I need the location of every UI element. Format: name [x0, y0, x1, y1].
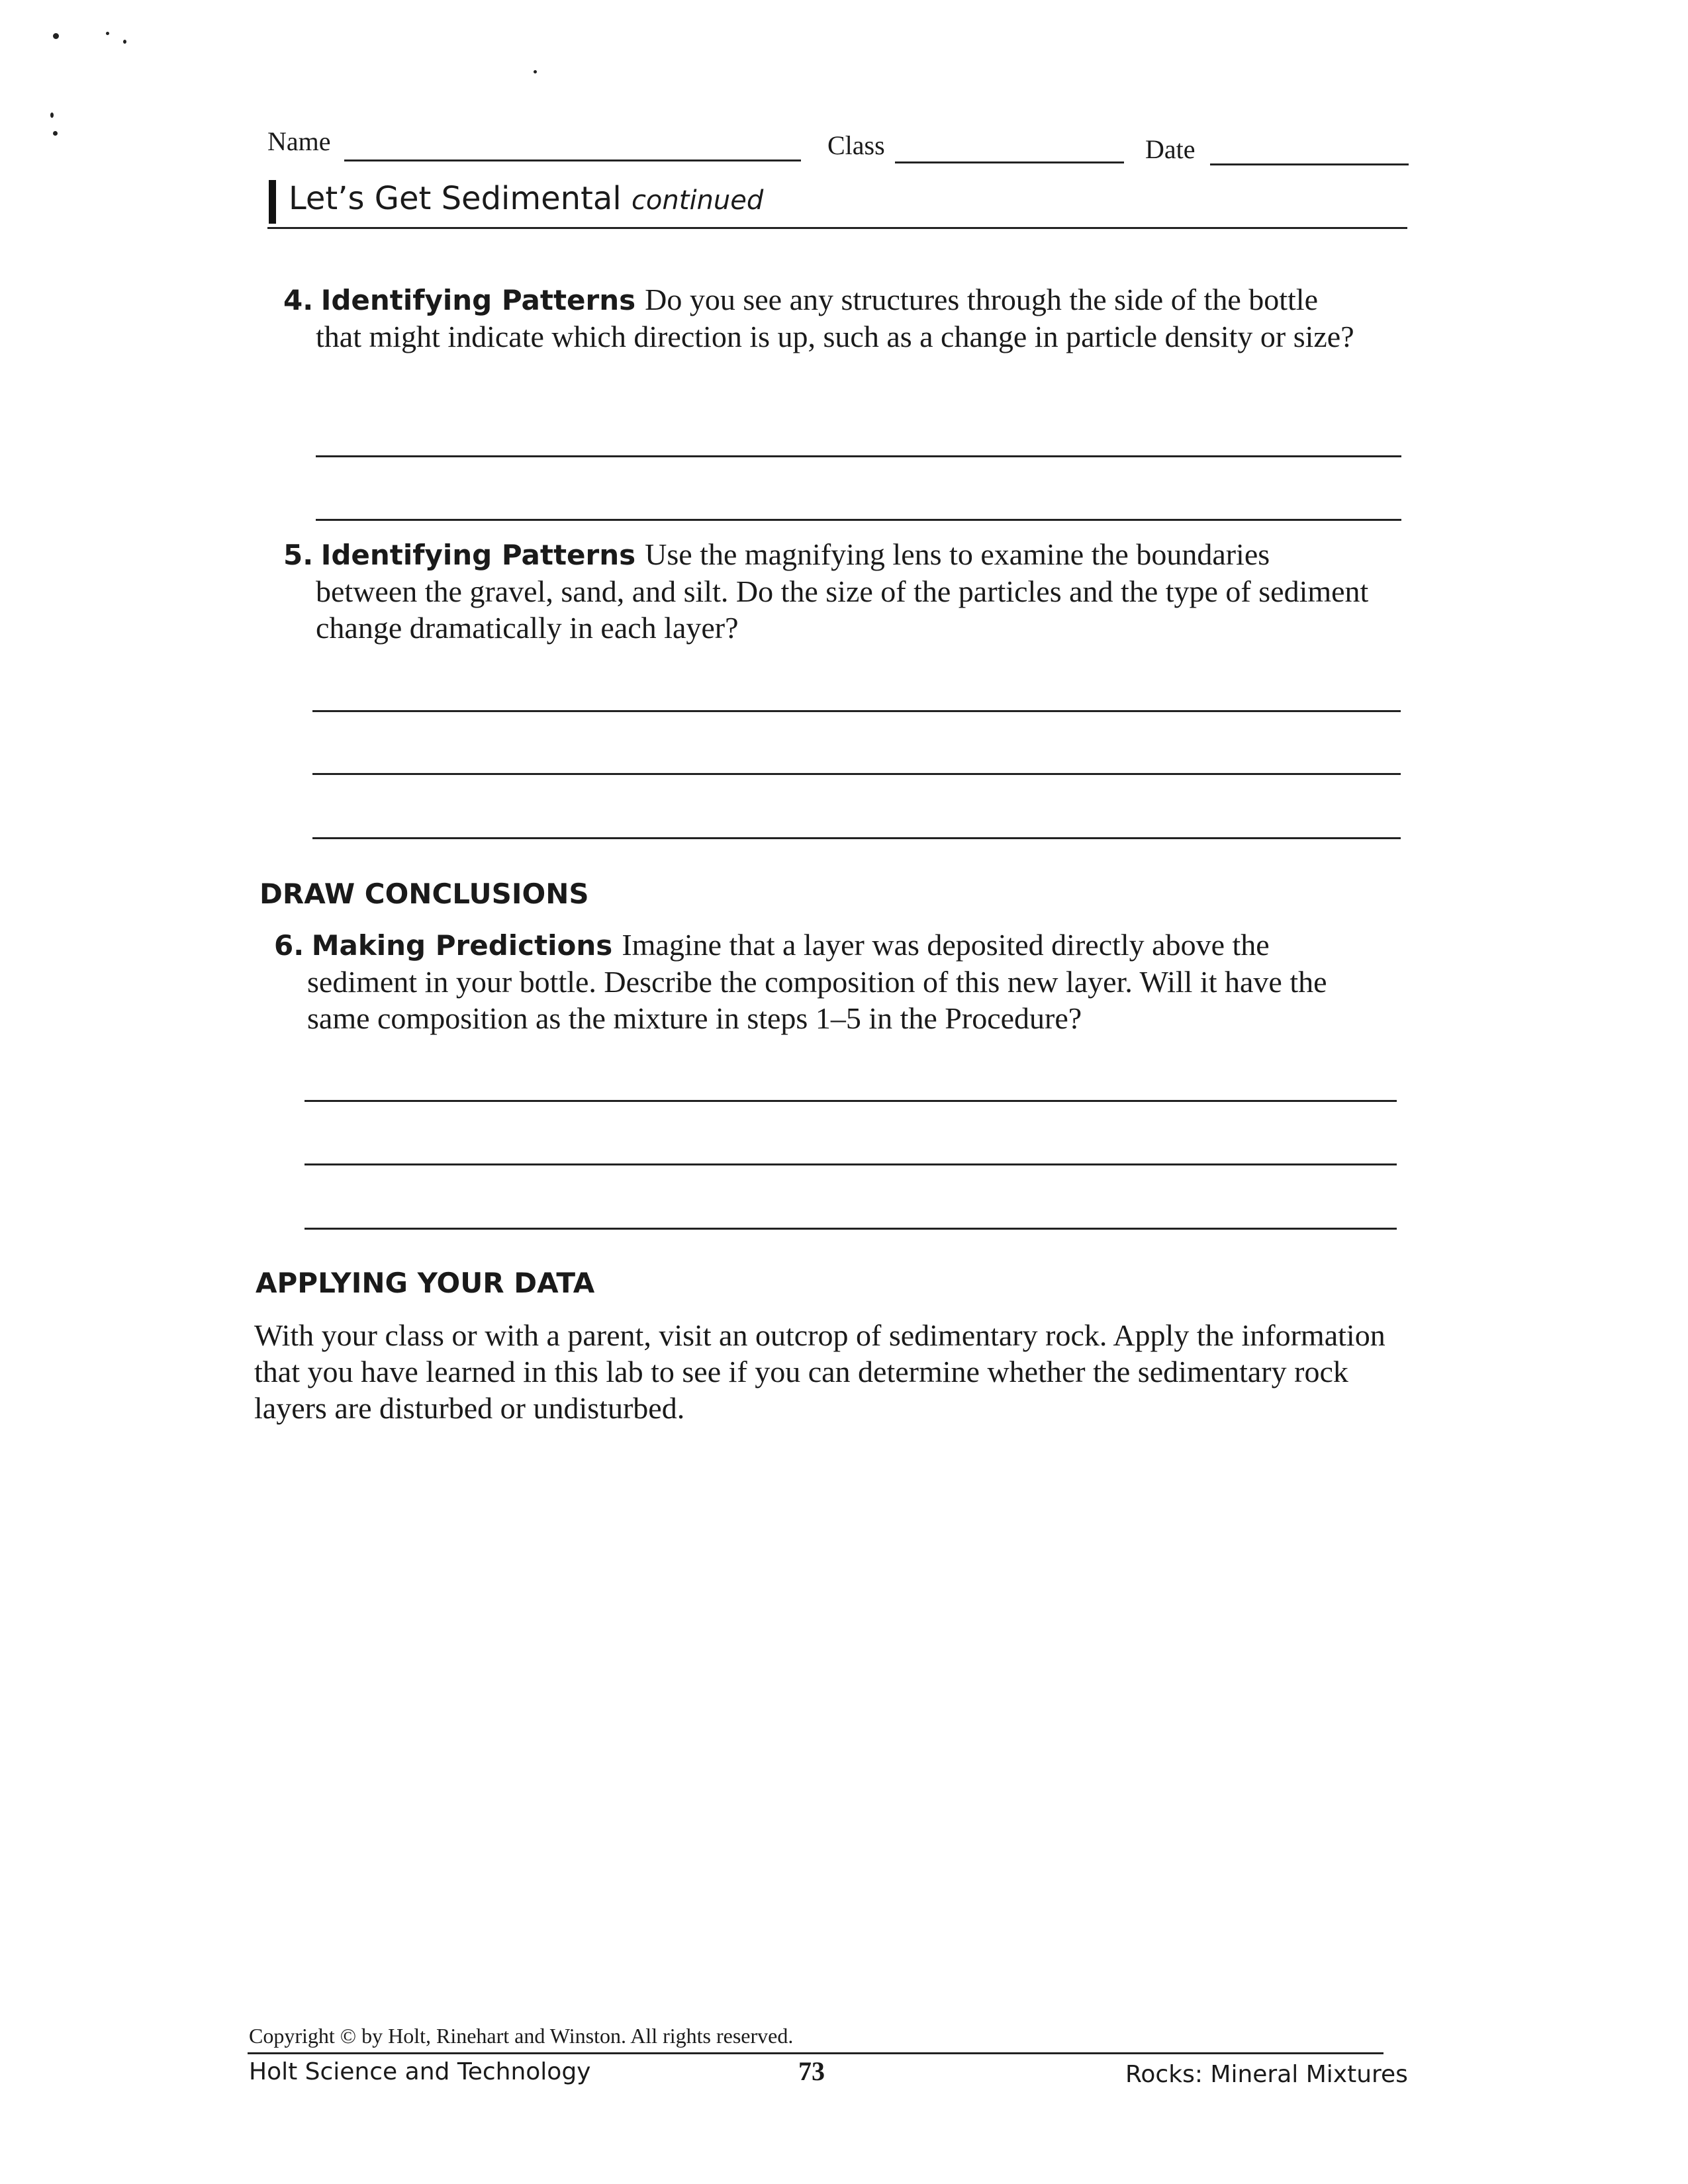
scan-speck [50, 113, 54, 118]
answer-line[interactable] [312, 837, 1401, 839]
section-heading-draw-conclusions: DRAW CONCLUSIONS [259, 878, 589, 910]
date-field-line[interactable] [1210, 163, 1409, 165]
scan-speck [53, 33, 59, 39]
question-6 [274, 927, 1393, 1036]
page-title-suffix: continued [631, 185, 764, 216]
answer-line[interactable] [316, 455, 1401, 457]
answer-line[interactable] [305, 1100, 1397, 1102]
section-heading-applying-data: APPLYING YOUR DATA [256, 1267, 595, 1299]
question-number: 5. [283, 539, 314, 571]
question-skill: Identifying Patterns [320, 539, 636, 571]
question-skill: Making Predictions [311, 929, 613, 962]
name-field-line[interactable] [344, 159, 801, 161]
footer-rule [248, 2052, 1383, 2054]
question-text: that might indicate which direction is up, such as a change in particle density or size? [316, 320, 1354, 353]
scan-speck [123, 40, 126, 44]
name-label: Name [267, 126, 331, 156]
publisher-label: Holt Science and Technology [249, 2058, 591, 2085]
copyright-notice: Copyright © by Holt, Rinehart and Winston. All rights reserved. [249, 2024, 794, 2048]
answer-line[interactable] [316, 519, 1401, 521]
answer-line[interactable] [312, 773, 1401, 775]
title-rule [267, 227, 1407, 229]
applying-data-paragraph: With your class or with a parent, visit an outcrop of sedimentary rock. Apply the information that you have learned in this lab to see if you can determine whether the sedimentary rock layers are disturbed or undisturbed. [254, 1318, 1385, 1425]
answer-line[interactable] [305, 1228, 1397, 1230]
question-lead: Use the magnifying lens to examine the boundaries [645, 537, 1270, 571]
scan-speck [534, 70, 537, 73]
chapter-label: Rocks: Mineral Mixtures [1125, 2061, 1408, 2088]
answer-line[interactable] [312, 710, 1401, 712]
title-bar-marker [269, 180, 276, 224]
scan-speck [53, 131, 58, 136]
page-title [289, 180, 763, 217]
question-4 [283, 281, 1395, 355]
question-5 [283, 536, 1395, 646]
date-label: Date [1145, 134, 1196, 164]
question-text: sediment in your bottle. Describe the composition of this new layer. Will it have the same composition as the mixture in steps 1–5 in the Procedure? [307, 965, 1327, 1035]
question-number: 4. [283, 284, 314, 316]
question-text: between the gravel, sand, and silt. Do the size of the particles and the type of sediment change dramatically in each layer? [316, 574, 1369, 645]
question-lead: Do you see any structures through the side of the bottle [645, 283, 1318, 316]
page-number: 73 [798, 2056, 825, 2086]
class-field-line[interactable] [895, 161, 1124, 163]
question-number: 6. [274, 929, 305, 962]
question-skill: Identifying Patterns [320, 284, 636, 316]
page-title-text: Let’s Get Sedimental [289, 180, 622, 217]
question-lead: Imagine that a layer was deposited directly above the [622, 928, 1270, 962]
class-label: Class [827, 130, 885, 160]
scan-speck [106, 32, 109, 35]
answer-line[interactable] [305, 1163, 1397, 1165]
